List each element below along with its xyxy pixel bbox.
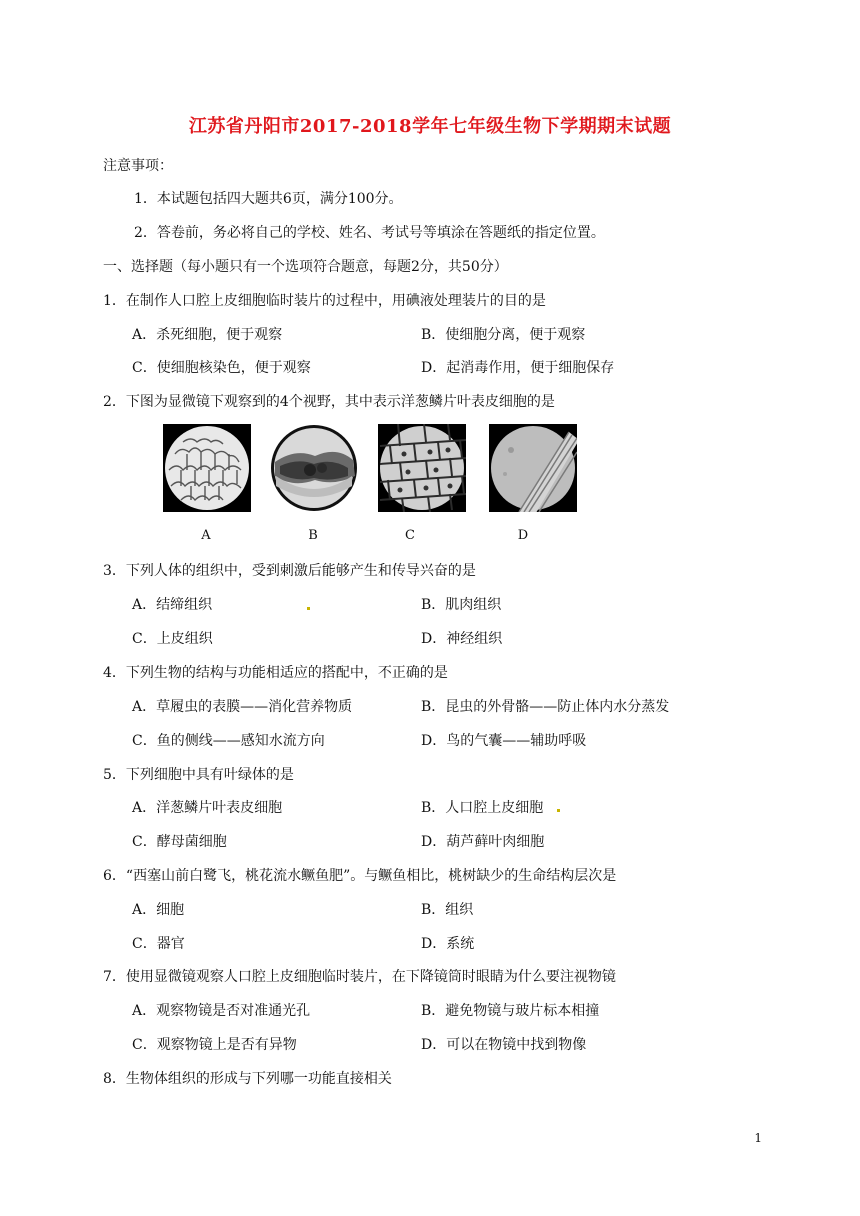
stray-mark <box>557 809 560 812</box>
question-6-option-a: A．细胞 <box>132 902 185 918</box>
microscope-view-d <box>489 424 577 512</box>
question-4-option-c: C．鱼的侧线——感知水流方向 <box>132 733 325 749</box>
question-2-stem: 2．下图为显微镜下观察到的4个视野，其中表示洋葱鳞片叶表皮细胞的是 <box>103 394 555 410</box>
question-5-option-c: C．酵母菌细胞 <box>132 834 227 850</box>
question-1-option-c: C．使细胞核染色，便于观察 <box>132 360 311 376</box>
microscope-view-a <box>163 424 251 512</box>
notice-heading: 注意事项： <box>103 158 173 174</box>
question-5-option-d: D．葫芦藓叶肉细胞 <box>421 834 545 850</box>
figure-label-b: B <box>308 528 318 543</box>
question-7-stem: 7．使用显微镜观察人口腔上皮细胞临时装片，在下降镜筒时眼睛为什么要注视物镜 <box>103 969 616 985</box>
question-5-option-a: A．洋葱鳞片叶表皮细胞 <box>132 800 283 816</box>
question-3-option-a: A．结缔组织 <box>132 597 213 613</box>
question-7-option-a: A．观察物镜是否对准通光孔 <box>132 1003 311 1019</box>
question-3-option-d: D．神经组织 <box>421 631 503 647</box>
question-6-option-d: D．系统 <box>421 936 475 952</box>
question-5-stem: 5．下列细胞中具有叶绿体的是 <box>103 767 294 783</box>
notice-item-2: 2．答卷前，务必将自己的学校、姓名、考试号等填涂在答题纸的指定位置。 <box>134 225 605 241</box>
figure-label-c: C <box>405 528 415 543</box>
question-4-option-b: B．昆虫的外骨骼——防止体内水分蒸发 <box>421 699 670 715</box>
question-8-stem: 8．生物体组织的形成与下列哪一功能直接相关 <box>103 1071 392 1087</box>
question-1-option-a: A．杀死细胞，便于观察 <box>132 327 283 343</box>
question-3-option-b: B．肌肉组织 <box>421 597 502 613</box>
section-heading: 一、选择题（每小题只有一个选项符合题意，每题2分，共50分） <box>103 259 508 275</box>
question-3-option-c: C．上皮组织 <box>132 631 213 647</box>
page-title: 江苏省丹阳市2017-2018学年七年级生物下学期期末试题 <box>188 116 672 137</box>
question-7-option-d: D．可以在物镜中找到物像 <box>421 1037 587 1053</box>
microscope-view-c <box>378 424 466 512</box>
question-7-option-b: B．避免物镜与玻片标本相撞 <box>421 1003 600 1019</box>
question-1-option-d: D．起消毒作用，便于细胞保存 <box>421 360 615 376</box>
figure-label-a: A <box>201 528 211 543</box>
stray-mark <box>307 607 310 610</box>
microscope-view-b <box>270 424 358 512</box>
question-1-option-b: B．使细胞分离，便于观察 <box>421 327 586 343</box>
question-4-option-a: A．草履虫的表膜——消化营养物质 <box>132 699 353 715</box>
notice-item-1: 1．本试题包括四大题共6页，满分100分。 <box>134 191 403 207</box>
question-6-option-b: B．组织 <box>421 902 474 918</box>
question-4-stem: 4．下列生物的结构与功能相适应的搭配中，不正确的是 <box>103 665 448 681</box>
figure-label-d: D <box>517 528 529 543</box>
question-1-stem: 1．在制作人口腔上皮细胞临时装片的过程中，用碘液处理装片的目的是 <box>103 293 546 309</box>
question-7-option-c: C．观察物镜上是否有异物 <box>132 1037 297 1053</box>
question-6-option-c: C．器官 <box>132 936 185 952</box>
page-number: 1 <box>754 1131 762 1145</box>
question-4-option-d: D．鸟的气囊——辅助呼吸 <box>421 733 587 749</box>
question-6-stem: 6．“西塞山前白鹭飞，桃花流水鳜鱼肥”。与鳜鱼相比，桃树缺少的生命结构层次是 <box>103 868 617 884</box>
question-3-stem: 3．下列人体的组织中，受到刺激后能够产生和传导兴奋的是 <box>103 563 476 579</box>
microscope-figures <box>0 424 860 554</box>
question-5-option-b: B．人口腔上皮细胞 <box>421 800 544 816</box>
